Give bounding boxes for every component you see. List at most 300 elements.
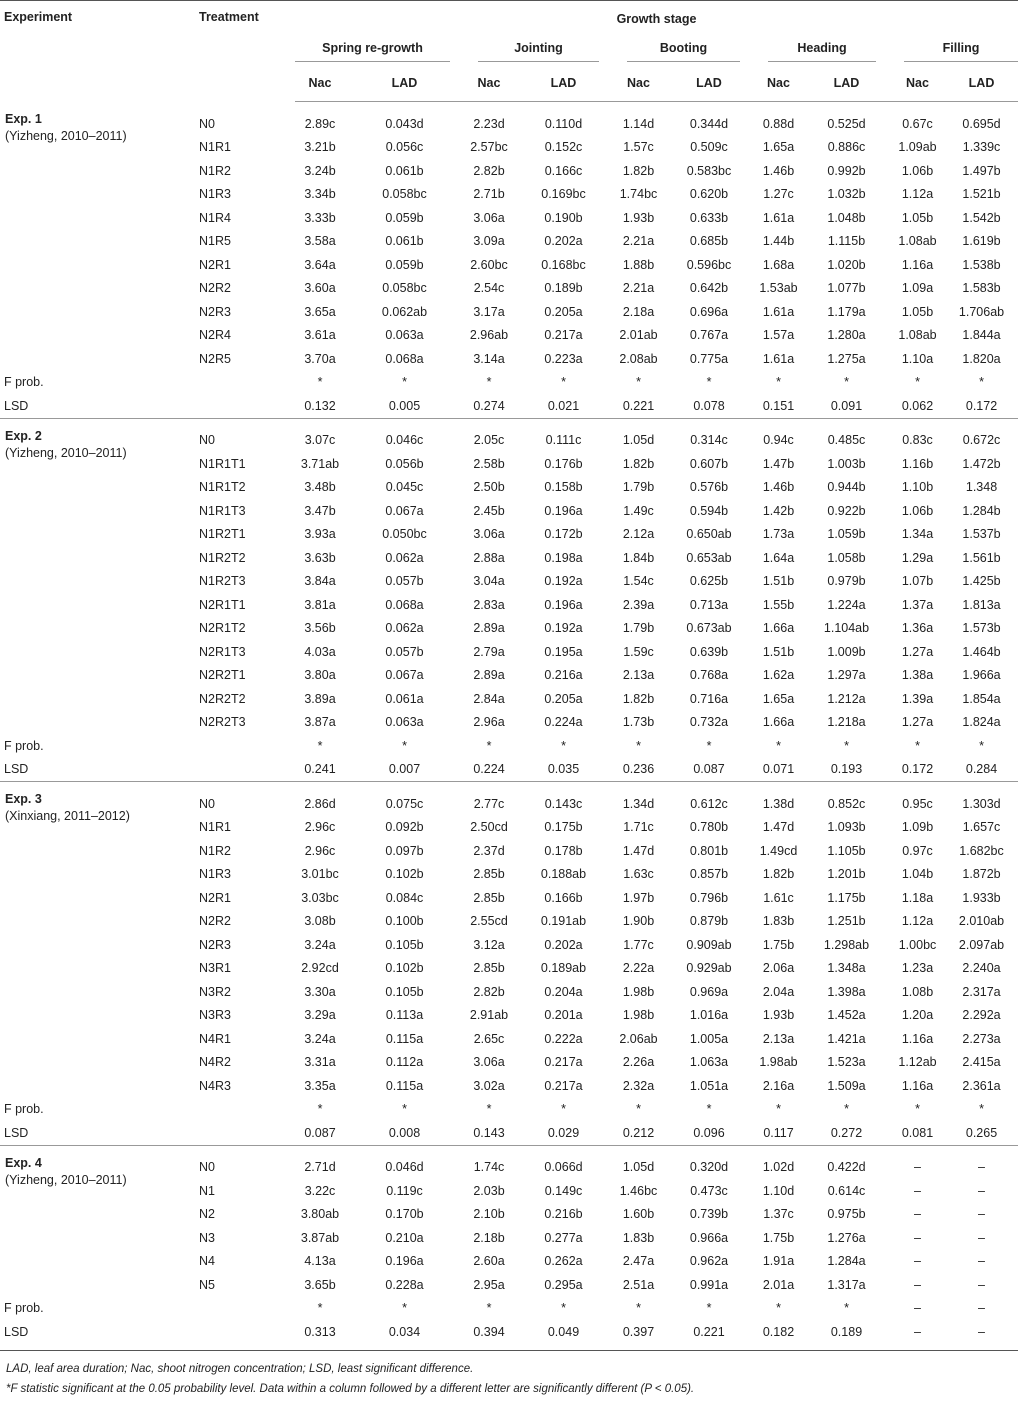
value-cell: 0.084c <box>385 890 424 905</box>
value-cell: 1.59c <box>623 644 654 659</box>
value-cell: 1.583b <box>962 281 1001 296</box>
value-cell: 1.79b <box>622 480 655 495</box>
value-cell: 0.176b <box>544 456 583 471</box>
treatment-cell: N2R2 <box>199 914 231 929</box>
fprob-cell: * <box>979 738 984 753</box>
value-cell: 1.06b <box>901 163 934 178</box>
value-cell: 2.86d <box>304 796 336 811</box>
value-cell: 1.682bc <box>959 843 1004 858</box>
value-cell: 2.82b <box>473 163 505 178</box>
experiment-header: Experiment <box>4 10 73 24</box>
value-cell: 0.050bc <box>382 527 427 542</box>
value-cell: 0.473c <box>690 1183 728 1198</box>
value-cell: 3.30a <box>304 984 336 999</box>
value-cell: 0.175b <box>544 820 583 835</box>
value-cell: 3.89a <box>304 691 336 706</box>
value-cell: 1.65a <box>762 691 795 706</box>
value-cell: 0.596bc <box>686 257 732 272</box>
experiment-location: (Yizheng, 2010–2011) <box>5 445 127 460</box>
value-cell: 1.61a <box>762 210 795 225</box>
lsd-cell: 0.265 <box>965 1125 998 1140</box>
value-cell: 1.175b <box>827 890 866 905</box>
lsd-row <box>0 1320 1018 1344</box>
value-cell: 1.10d <box>762 1183 795 1198</box>
treatment-cell: N1R5 <box>199 234 231 249</box>
value-cell: 2.77c <box>473 796 505 811</box>
value-cell: 1.16a <box>901 1078 934 1093</box>
value-cell: 2.82b <box>473 984 505 999</box>
value-cell: 3.07c <box>304 433 336 448</box>
value-cell: 2.50cd <box>470 820 508 835</box>
value-cell: 1.05d <box>622 433 655 448</box>
col-nac: Nac <box>295 65 345 102</box>
value-cell: 2.273a <box>962 1031 1001 1046</box>
treatment-cell: N4 <box>199 1254 215 1269</box>
value-cell: 0.190b <box>544 210 583 225</box>
value-cell: 3.60a <box>304 281 336 296</box>
value-cell: 3.06a <box>473 527 505 542</box>
experiment-location: (Xinxiang, 2011–2012) <box>5 809 130 823</box>
value-cell: 3.17a <box>473 304 505 319</box>
lsd-cell: 0.008 <box>388 1125 421 1140</box>
col-nac: Nac <box>464 65 514 102</box>
value-cell: 0.485c <box>827 433 866 448</box>
value-cell: 1.303d <box>962 796 1001 811</box>
value-cell: 0.217a <box>544 1078 583 1093</box>
value-cell: 2.47a <box>622 1254 655 1269</box>
value-cell: 0.196a <box>544 503 583 518</box>
lsd-cell: 0.071 <box>762 762 795 777</box>
value-cell: 3.87a <box>304 715 336 730</box>
value-cell: 2.05c <box>473 433 505 448</box>
value-cell: 1.82b <box>622 163 655 178</box>
fprob-row <box>0 1297 1018 1321</box>
value-cell: 2.01a <box>762 1277 795 1292</box>
treatment-cell: N2R1 <box>199 890 231 905</box>
lsd-cell: 0.189 <box>830 1324 863 1339</box>
value-cell: 1.20a <box>901 1008 934 1023</box>
value-cell: 0.857b <box>689 867 729 882</box>
value-cell: 0.314c <box>690 433 728 448</box>
value-cell: 1.27a <box>901 715 934 730</box>
value-cell: 0.673ab <box>686 621 732 636</box>
fprob-cell: * <box>486 375 492 390</box>
value-cell: 1.54c <box>623 574 654 589</box>
value-cell: 1.009b <box>827 644 866 659</box>
value-cell: 3.03bc <box>301 890 339 905</box>
value-cell: 0.189b <box>544 281 583 296</box>
value-cell: 0.262a <box>544 1254 583 1269</box>
value-cell: 0.169bc <box>541 187 586 202</box>
table-row <box>0 429 1018 453</box>
value-cell: 1.298ab <box>823 937 870 952</box>
value-cell: 3.06a <box>473 1055 505 1070</box>
value-cell: 0.732a <box>689 715 729 730</box>
value-cell: 1.844a <box>962 328 1001 343</box>
treatment-cell: N1R2 <box>199 843 231 858</box>
value-cell: 1.93b <box>622 210 655 225</box>
growth-stage-label: Growth stage <box>616 12 697 26</box>
value-cell: 1.348 <box>965 480 998 495</box>
value-cell: 1.824a <box>962 715 1001 730</box>
experiment-cell <box>0 792 197 1098</box>
lsd-cell: 0.394 <box>473 1324 505 1339</box>
section-divider <box>0 102 1018 113</box>
value-cell: 2.96a <box>473 715 505 730</box>
value-cell: 0.113a <box>385 1008 424 1023</box>
stage-heading: Heading <box>754 37 890 65</box>
treatment-cell: N2R2T1 <box>199 668 246 683</box>
value-cell: 0.178b <box>544 843 583 858</box>
value-cell: 1.98b <box>622 984 655 999</box>
value-cell: 1.73a <box>762 527 795 542</box>
value-cell: 1.08ab <box>898 234 937 249</box>
value-cell: 1.317a <box>827 1277 866 1292</box>
fprob-cell: * <box>776 1301 781 1316</box>
value-cell: 2.10b <box>473 1207 505 1222</box>
value-cell: 3.58a <box>304 234 336 249</box>
stage-booting: Booting <box>613 37 754 65</box>
footnote-significance: *F statistic significant at the 0.05 probability level. Data within a column followed by a different letter are significantly different (P < 0.05). <box>6 1382 695 1395</box>
value-cell: 1.74bc <box>619 187 658 202</box>
value-cell: 1.57a <box>762 328 795 343</box>
value-cell: 0.068a <box>385 597 424 612</box>
value-cell: 0.152c <box>544 140 583 155</box>
value-cell: 0.775a <box>689 351 729 366</box>
value-cell: 0.196a <box>385 1254 424 1269</box>
value-cell: 1.71c <box>623 820 654 835</box>
treatment-cell: N1R1 <box>199 820 231 835</box>
empty-cell <box>197 758 295 782</box>
value-cell: 0.202a <box>544 937 583 952</box>
value-cell: 1.051a <box>689 1078 729 1093</box>
value-cell: 1.421a <box>827 1031 866 1046</box>
value-cell: 1.048b <box>827 210 866 225</box>
value-cell: 0.650ab <box>686 527 732 542</box>
lsd-label: LSD <box>4 762 29 777</box>
value-cell: 1.212a <box>827 691 866 706</box>
experiment-location: (Yizheng, 2010–2011) <box>5 129 127 143</box>
value-cell: 0.653ab <box>686 550 732 565</box>
value-cell: 1.51b <box>762 644 795 659</box>
value-cell: 1.34a <box>901 527 934 542</box>
value-cell: 3.47b <box>304 503 336 518</box>
treatment-cell: N2R1T3 <box>199 644 246 659</box>
fprob-cell: * <box>317 1301 323 1316</box>
value-cell: 2.06ab <box>619 1031 658 1046</box>
value-cell: 0.217a <box>544 1055 583 1070</box>
value-cell: 2.16a <box>762 1078 795 1093</box>
value-cell: 1.65a <box>762 140 795 155</box>
table-end <box>0 1344 1018 1351</box>
fprob-cell: * <box>776 1102 781 1117</box>
value-cell: 0.102b <box>385 961 424 976</box>
value-cell: 3.70a <box>304 351 336 366</box>
value-cell: 1.854a <box>962 691 1001 706</box>
value-cell: 1.284a <box>827 1254 866 1269</box>
value-cell: 0.625b <box>689 574 729 589</box>
treatment-cell: N0 <box>199 433 215 448</box>
fprob-cell: * <box>636 1102 641 1117</box>
value-cell: 1.62a <box>762 668 795 683</box>
value-cell: 0.191ab <box>540 914 587 929</box>
value-cell: 1.201b <box>827 867 866 882</box>
value-cell: 0.852c <box>827 796 866 811</box>
value-cell: 0.166c <box>544 163 583 178</box>
value-cell: 2.361a <box>962 1078 1001 1093</box>
treatment-cell: N2R3 <box>199 937 231 952</box>
value-cell: 3.09a <box>473 234 505 249</box>
value-cell: 0.780b <box>689 820 729 835</box>
value-cell: 1.82b <box>622 456 655 471</box>
lsd-row <box>0 394 1018 418</box>
value-cell: 0.344d <box>689 116 729 131</box>
value-cell: 1.05b <box>901 304 934 319</box>
value-cell: 0.966a <box>689 1230 729 1245</box>
value-cell: 1.12a <box>901 187 934 202</box>
lsd-label: LSD <box>4 1125 29 1140</box>
treatment-cell: N4R3 <box>199 1078 231 1093</box>
value-cell: 0.979b <box>827 574 866 589</box>
value-cell: 1.82b <box>622 691 655 706</box>
footnote-abbreviations: LAD, leaf area duration; Nac, shoot nitrogen concentration; LSD, least significant difference. <box>6 1362 474 1375</box>
value-cell: 3.04a <box>473 574 505 589</box>
value-cell: 1.61c <box>763 890 794 905</box>
value-cell: 1.523a <box>827 1055 866 1070</box>
value-cell: 3.93a <box>304 527 336 542</box>
value-cell: 2.08ab <box>619 351 658 366</box>
value-cell: 0.158b <box>544 480 583 495</box>
value-cell: 0.583bc <box>686 163 732 178</box>
value-cell: 1.16b <box>901 456 934 471</box>
value-cell: 1.09b <box>901 820 934 835</box>
value-cell: 1.98b <box>622 1008 655 1023</box>
value-cell: 1.179a <box>827 304 866 319</box>
value-cell: 1.46bc <box>619 1183 658 1198</box>
value-cell: 1.66a <box>762 715 795 730</box>
section-spacer <box>0 418 1018 429</box>
treatment-cell: N4R2 <box>199 1055 231 1070</box>
value-cell: 1.57c <box>623 140 654 155</box>
fprob-label: F prob. <box>4 1301 44 1316</box>
fprob-cell: * <box>317 1102 323 1117</box>
lsd-cell: 0.049 <box>547 1324 580 1339</box>
value-cell: 1.224a <box>827 597 866 612</box>
table-row <box>0 792 1018 816</box>
value-cell: 0.075c <box>385 796 424 811</box>
value-cell: 1.398a <box>827 984 866 999</box>
fprob-cell: * <box>776 375 781 390</box>
treatment-cell: N3R3 <box>199 1008 231 1023</box>
lsd-cell: 0.062 <box>901 398 934 413</box>
value-cell: 0.170b <box>385 1207 424 1222</box>
value-cell: 2.45b <box>473 503 505 518</box>
fprob-cell: * <box>317 375 323 390</box>
lsd-cell: 0.272 <box>830 1125 863 1140</box>
lsd-cell: 0.091 <box>830 398 863 413</box>
value-cell: 1.105b <box>827 843 866 858</box>
fprob-cell: * <box>561 738 566 753</box>
value-cell: 1.38d <box>762 796 795 811</box>
value-cell: 1.91a <box>762 1254 795 1269</box>
value-cell: 0.202a <box>544 234 583 249</box>
treatment-cell: N2R2 <box>199 281 231 296</box>
value-cell: 1.706ab <box>958 304 1005 319</box>
value-cell: 1.093b <box>827 820 866 835</box>
value-cell: 0.100b <box>385 914 424 929</box>
value-cell: 2.240a <box>962 961 1001 976</box>
value-cell: 2.88a <box>473 550 505 565</box>
fprob-cell: * <box>486 738 492 753</box>
value-cell: 3.87ab <box>300 1230 340 1245</box>
value-cell: 3.08b <box>304 914 336 929</box>
value-cell: 0.043d <box>385 116 424 131</box>
value-cell: 2.65c <box>473 1031 505 1046</box>
treatment-cell: N2R1 <box>199 257 231 272</box>
value-cell: 1.27c <box>763 187 794 202</box>
value-cell: 0.196a <box>544 597 583 612</box>
value-cell: 3.80a <box>304 668 336 683</box>
fprob-cell: * <box>844 375 849 390</box>
value-cell: 0.112a <box>385 1055 424 1070</box>
value-cell: 1.88b <box>622 257 655 272</box>
value-cell: 0.063a <box>385 715 424 730</box>
value-cell: 1.10b <box>901 480 934 495</box>
value-cell: 0.056b <box>385 456 424 471</box>
value-cell: 1.63c <box>623 867 654 882</box>
value-cell: 0.969a <box>689 984 729 999</box>
value-cell: 1.37a <box>901 597 934 612</box>
value-cell: 0.228a <box>385 1277 424 1292</box>
value-cell: 0.277a <box>544 1230 583 1245</box>
value-cell: 2.22a <box>622 961 655 976</box>
value-cell: 0.205a <box>544 691 583 706</box>
value-cell: 0.886c <box>827 140 866 155</box>
value-cell: 1.46b <box>762 480 795 495</box>
lsd-cell: 0.021 <box>547 398 580 413</box>
value-cell: 3.02a <box>473 1078 505 1093</box>
value-cell: 0.143c <box>544 796 583 811</box>
fprob-label: F prob. <box>4 738 44 753</box>
lsd-cell: 0.081 <box>901 1125 934 1140</box>
value-cell: 1.005a <box>689 1031 729 1046</box>
value-cell: 2.010ab <box>958 914 1005 929</box>
value-cell: 0.922b <box>827 503 866 518</box>
fprob-cell: * <box>915 738 920 753</box>
value-cell: 2.91ab <box>469 1008 509 1023</box>
value-cell: 0.97c <box>902 843 933 858</box>
lsd-cell: 0.284 <box>965 762 998 777</box>
lsd-row <box>0 758 1018 782</box>
value-cell: 1.425b <box>962 574 1001 589</box>
fprob-row <box>0 1098 1018 1122</box>
value-cell: 2.92cd <box>301 961 339 976</box>
value-cell: 0.216a <box>544 668 583 683</box>
treatment-cell: N4R1 <box>199 1031 231 1046</box>
experiment-name: Exp. 3 <box>5 792 42 806</box>
treatment-cell: N5 <box>199 1277 215 1292</box>
fprob-cell: * <box>402 375 407 390</box>
value-cell: 3.31a <box>304 1055 336 1070</box>
value-cell: 0.509c <box>690 140 728 155</box>
value-cell: 0.195a <box>544 644 583 659</box>
growth-stage-header <box>295 1 1018 38</box>
value-cell: 0.696a <box>689 304 729 319</box>
treatment-cell: N0 <box>199 796 215 811</box>
value-cell: 3.80ab <box>300 1207 340 1222</box>
lsd-cell: 0.005 <box>388 398 421 413</box>
value-cell: 1.297a <box>827 668 866 683</box>
fprob-cell: * <box>561 1301 566 1316</box>
value-cell: – <box>978 1207 985 1222</box>
value-cell: 1.64a <box>762 550 795 565</box>
value-cell: 1.53ab <box>759 281 798 296</box>
value-cell: 2.12a <box>622 527 655 542</box>
value-cell: 1.497b <box>962 163 1001 178</box>
value-cell: 1.55b <box>762 597 795 612</box>
value-cell: 1.059b <box>827 527 866 542</box>
fprob-cell: * <box>844 1301 849 1316</box>
fprob-label: F prob. <box>4 1102 44 1117</box>
value-cell: 0.223a <box>544 351 583 366</box>
value-cell: 1.47d <box>622 843 655 858</box>
value-cell: 1.75b <box>762 1230 795 1245</box>
treatment-cell: N1R4 <box>199 210 231 225</box>
col-nac: Nac <box>754 65 803 102</box>
value-cell: 1.77c <box>623 937 654 952</box>
table-footnotes <box>0 1351 1018 1399</box>
value-cell: 1.16a <box>901 1031 934 1046</box>
value-cell: 0.95c <box>902 796 933 811</box>
stage-filling: Filling <box>890 37 1018 65</box>
lsd-row <box>0 1121 1018 1145</box>
value-cell: 0.059b <box>385 210 424 225</box>
value-cell: 0.962a <box>689 1254 729 1269</box>
fprob-cell: * <box>844 1102 849 1117</box>
value-cell: 1.14d <box>622 116 655 131</box>
value-cell: 0.092b <box>385 820 424 835</box>
value-cell: 0.062a <box>385 550 424 565</box>
col-lad: LAD <box>514 65 613 102</box>
value-cell: 0.192a <box>544 574 583 589</box>
value-cell: 0.713a <box>689 597 729 612</box>
value-cell: 2.292a <box>962 1008 1001 1023</box>
value-cell: 1.218a <box>827 715 866 730</box>
value-cell: 1.537b <box>962 527 1001 542</box>
value-cell: 3.12a <box>473 937 505 952</box>
lsd-cell: 0.221 <box>622 398 655 413</box>
treatment-cell: N1R2T1 <box>199 527 246 542</box>
value-cell: 1.573b <box>962 621 1001 636</box>
lsd-cell: 0.087 <box>693 762 725 777</box>
value-cell: 2.06a <box>762 961 795 976</box>
value-cell: 1.93b <box>762 1008 795 1023</box>
value-cell: 1.542b <box>962 210 1001 225</box>
lsd-cell: 0.172 <box>901 762 934 777</box>
value-cell: 1.73b <box>622 715 655 730</box>
value-cell: 1.003b <box>827 456 866 471</box>
value-cell: – <box>978 1254 985 1269</box>
value-cell: 0.045c <box>385 480 424 495</box>
value-cell: 2.57bc <box>470 140 508 155</box>
value-cell: 2.55cd <box>470 914 508 929</box>
value-cell: 1.561b <box>962 550 1001 565</box>
treatment-cell: N1R3 <box>199 867 231 882</box>
value-cell: 3.48b <box>304 480 336 495</box>
value-cell: 3.22c <box>304 1183 336 1198</box>
value-cell: 0.525d <box>827 116 866 131</box>
value-cell: 0.067a <box>385 503 424 518</box>
